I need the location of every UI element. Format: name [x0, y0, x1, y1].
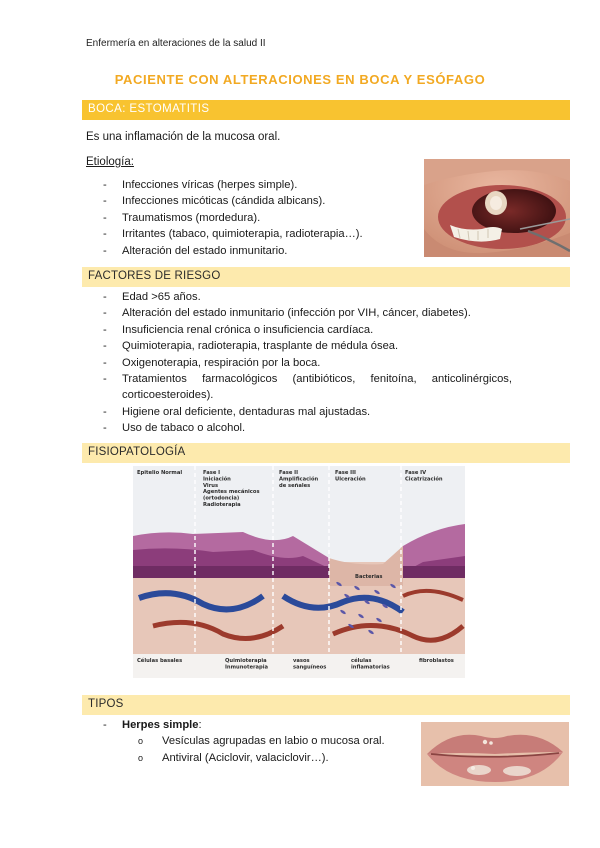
- diagram-phase-label: Cicatrización: [405, 476, 443, 483]
- diagram-phase-label: Amplificación: [279, 476, 319, 483]
- diagram-phase-label: Virus: [203, 482, 219, 489]
- diagram-phase-label: Radioterapia: [203, 502, 241, 508]
- list-item: - Alteración del estado inmunitario.: [103, 244, 288, 257]
- section-label-boca: BOCA: ESTOMATITIS: [88, 103, 210, 115]
- section-label-fisiopatologia: FISIOPATOLOGÍA: [88, 446, 186, 458]
- diagram-phase-label: Fase IV: [405, 470, 427, 476]
- diagram-phase-label: Fase III: [335, 470, 356, 476]
- herpes-lips-photo: [421, 722, 569, 786]
- diagram-phase-label: Iniciación: [203, 476, 231, 483]
- list-item: - Insuficiencia renal crónica o insuficiencia cardíaca.: [103, 323, 374, 336]
- herpes-subitems: [136, 733, 426, 767]
- tipo-name: Herpes simple: [122, 719, 199, 731]
- list-item: - Edad >65 años.: [103, 291, 201, 303]
- bacterias-label: Bacterias: [355, 574, 383, 580]
- sub-list-item: o Antiviral (Aciclovir, valaciclovir…).: [138, 752, 329, 764]
- list-item: - Quimioterapia, radioterapia, trasplante de médula ósea.: [103, 340, 399, 353]
- diagram-bottom-label: fibroblastos: [419, 658, 454, 664]
- diagram-phase-label: (ortodoncia): [203, 495, 240, 502]
- section-band-boca: [82, 100, 570, 120]
- section-label-tipos: TIPOS: [88, 698, 124, 710]
- diagram-phase-label: Fase II: [279, 470, 299, 476]
- diagram-bottom-label: Quimioterapia: [225, 658, 267, 664]
- definition-text: Es una inflamación de la mucosa oral.: [86, 131, 281, 143]
- list-item: - Uso de tabaco o alcohol.: [103, 422, 246, 435]
- list-item: - Tratamientos farmacológicos (antibióticos, fenitoína, anticolinérgicos,: [103, 373, 512, 386]
- section-label-factores: FACTORES DE RIESGO: [88, 270, 221, 282]
- diagram-bottom-label: Células basales: [137, 658, 183, 664]
- page-title: PACIENTE CON ALTERACIONES EN BOCA Y ESÓFAGO: [114, 72, 486, 87]
- list-item: - Irritantes (tabaco, quimioterapia, radioterapia…).: [103, 228, 363, 241]
- list-item: - Oxigenoterapia, respiración por la boca.: [103, 356, 321, 369]
- section-band-fisiopatologia: [82, 443, 570, 463]
- sub-list-item: o Vesículas agrupadas en labio o mucosa oral.: [138, 735, 385, 747]
- mouth-ulcer-photo: [424, 159, 570, 257]
- list-item: - Herpes simple:: [103, 719, 202, 731]
- etiologia-list: [86, 177, 416, 259]
- diagram-bottom-label: Inmunoterapia: [225, 664, 269, 671]
- section-band-factores: [82, 267, 570, 287]
- diagram-bottom-label: vasos: [293, 658, 310, 664]
- list-item: - Higiene oral deficiente, dentaduras mal ajustadas.: [103, 405, 371, 418]
- diagram-bottom-label: sanguíneos: [293, 664, 327, 671]
- tipos-list: [86, 717, 406, 733]
- list-item: - Alteración del estado inmunitario (infección por VIH, cáncer, diabetes).: [103, 307, 471, 320]
- diagram-bottom-label: inflamatorias: [351, 664, 390, 671]
- diagram-phase-label: Ulceración: [335, 476, 366, 483]
- list-item: - Infecciones micóticas (cándida albicans).: [103, 195, 326, 208]
- diagram-phase-label: Epitelio Normal: [137, 470, 183, 476]
- etiologia-label: Etiología:: [86, 156, 134, 168]
- diagram-phase-label: de señales: [279, 482, 311, 489]
- diagram-bottom-label: células: [351, 658, 372, 664]
- pathophysiology-diagram: [133, 466, 465, 678]
- document-header: Enfermería en alteraciones de la salud II: [86, 38, 266, 49]
- factores-list: [86, 289, 512, 437]
- list-item: - Traumatismos (mordedura).: [103, 211, 261, 224]
- diagram-phase-label: Agentes mecánicos: [203, 489, 260, 496]
- diagram-phase-label: Fase I: [203, 470, 221, 476]
- list-item-continuation: corticoesteroides).: [122, 389, 214, 402]
- list-item: - Infecciones víricas (herpes simple).: [103, 179, 298, 191]
- section-band-tipos: [82, 695, 570, 715]
